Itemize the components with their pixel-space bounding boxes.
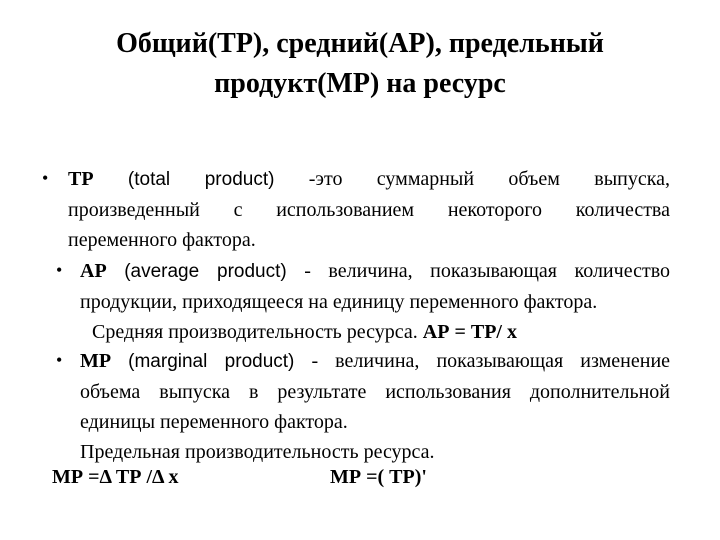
mp-abbr: МР (80, 350, 112, 372)
ap-abbr: АР (80, 260, 107, 282)
mp-line-3: единицы переменного фактора. (80, 411, 348, 433)
ap-line-3-text: Средняя производительность ресурса. (92, 321, 418, 343)
ap-line-1-rest: - величина, показывающая количество (304, 260, 670, 282)
mp-definition (80, 346, 670, 467)
mp-line-1 (80, 346, 670, 377)
bullet-icon: • (42, 168, 49, 188)
title-line-2: продукт(МР) на ресурс (214, 68, 506, 99)
bullet-icon: • (56, 260, 63, 280)
ap-line-2: продукции, приходящееся на единицу переменного фактора. (80, 291, 598, 313)
ap-term: (average product) (124, 261, 287, 282)
ap-line-3 (80, 317, 670, 347)
tp-line-1-rest: -это суммарный объем выпуска, (308, 168, 670, 190)
mp-term: (marginal product) (128, 351, 295, 372)
ap-line-1 (80, 256, 670, 287)
tp-term: (total product) (127, 169, 275, 190)
mp-line-4: Предельная производительность ресурса. (80, 441, 435, 463)
mp-formula-delta (52, 462, 178, 492)
tp-line-3: переменного фактора. (68, 229, 256, 251)
tp-abbr: TP (68, 168, 94, 190)
tp-line-1 (68, 164, 670, 195)
mp-formula-1: МР =Δ ТР /Δ х (52, 466, 179, 488)
tp-definition (68, 164, 670, 255)
mp-formula-2: МР =( ТР)' (330, 466, 427, 488)
mp-line-1-rest: - величина, показывающая изменение (311, 350, 671, 372)
tp-line-2: произведенный с использованием некоторого количества (68, 199, 670, 221)
title-line-1: Общий(ТР), средний(АР), предельный (116, 28, 604, 59)
ap-formula: АР = ТР/ х (422, 321, 517, 343)
mp-line-2: объема выпуска в результате использования дополнительной (80, 381, 670, 403)
mp-formula-derivative (330, 462, 427, 492)
bullet-icon: • (56, 350, 63, 370)
slide-title (60, 24, 660, 104)
ap-definition (80, 256, 670, 347)
